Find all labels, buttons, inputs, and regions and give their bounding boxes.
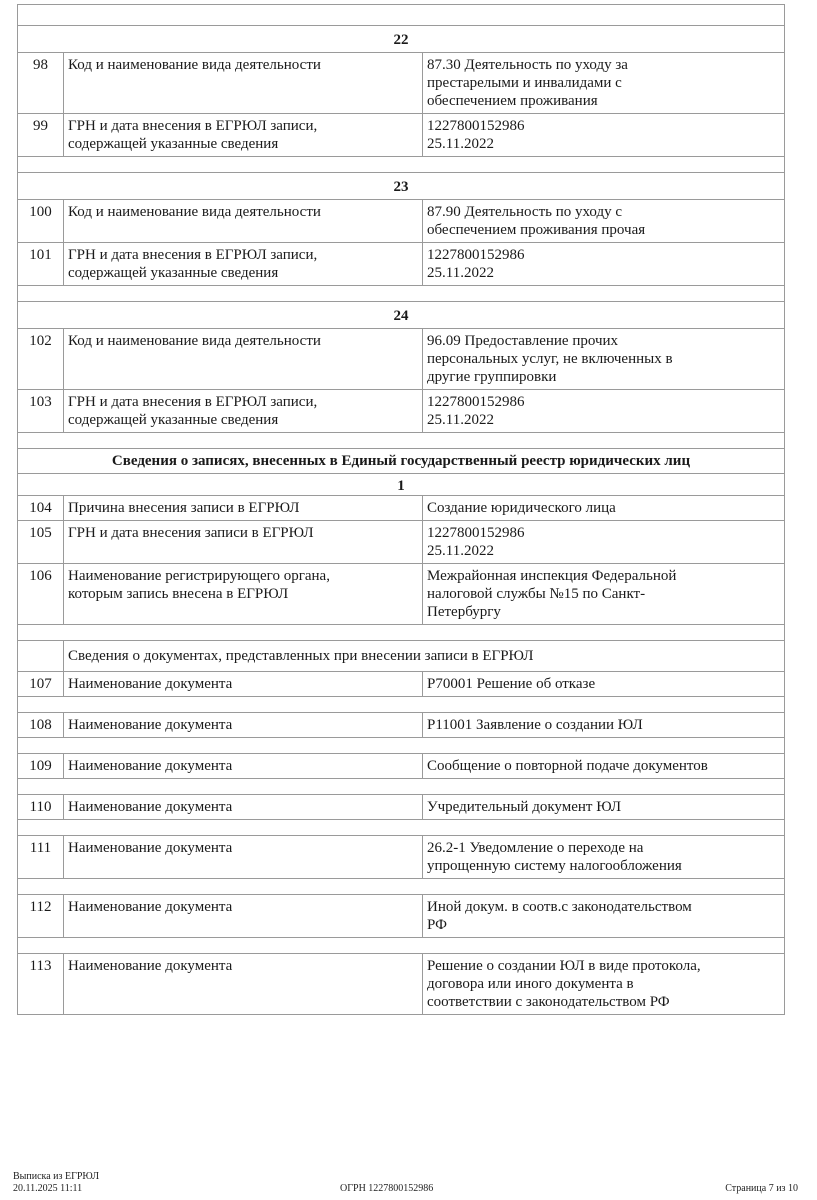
field-value-line: Учредительный документ ЮЛ [427,799,622,815]
field-value [423,895,785,938]
record-number: 1 [18,474,785,496]
footer-page-number: Страница 7 из 10 [725,1183,798,1194]
field-value-line: Сообщение о повторной подаче документов [427,758,708,774]
field-value-line: Межрайонная инспекция Федеральной [427,568,677,584]
field-value-line: 1227800152986 [427,247,525,263]
record-number-row [18,474,785,496]
spacer-row [18,286,785,302]
table-row [18,564,785,625]
section-title: Сведения о записях, внесенных в Единый государственный реестр юридических лиц [18,449,785,474]
spacer-cell [18,286,785,302]
spacer-cell [18,433,785,449]
field-label-line: Код и наименование вида деятельности [68,204,321,220]
field-value [423,795,785,820]
field-label-line: Наименование документа [68,899,233,915]
field-label [64,713,423,738]
row-number: 111 [18,836,64,879]
table-row [18,954,785,1015]
table-row [18,713,785,738]
field-label [64,754,423,779]
spacer-row [18,697,785,713]
field-label [64,53,423,114]
field-label-line: Наименование документа [68,758,233,774]
field-value [423,390,785,433]
field-value-line: обеспечением проживания прочая [427,222,646,238]
table-row [18,672,785,697]
row-number: 104 [18,496,64,521]
top-spacer-row [18,5,785,26]
field-value-line: налоговой службы №15 по Санкт- [427,586,646,602]
group-number-row [18,26,785,53]
field-value-line: 26.2-1 Уведомление о переходе на [427,840,644,856]
field-value-line: 25.11.2022 [427,136,494,152]
row-number: 105 [18,521,64,564]
field-label [64,521,423,564]
field-value-line: престарелыми и инвалидами с [427,75,622,91]
field-value [423,836,785,879]
empty-cell [18,641,64,672]
row-number: 101 [18,243,64,286]
footer-ogrn: ОГРН 1227800152986 [340,1183,434,1194]
field-label-line: содержащей указанные сведения [68,265,279,281]
spacer-row [18,820,785,836]
spacer-row [18,738,785,754]
table-row [18,754,785,779]
register-table [17,4,785,1015]
row-number: 113 [18,954,64,1015]
field-label [64,329,423,390]
spacer-cell [18,938,785,954]
field-label [64,836,423,879]
field-value-line: Р11001 Заявление о создании ЮЛ [427,717,643,733]
field-label-line: Код и наименование вида деятельности [68,333,321,349]
table-row [18,243,785,286]
spacer-row [18,625,785,641]
spacer-cell [18,157,785,173]
documents-heading: Сведения о документах, представленных при внесении записи в ЕГРЮЛ [64,641,785,672]
field-label [64,390,423,433]
row-number: 103 [18,390,64,433]
field-value-line: другие группировки [427,369,557,385]
field-label-line: содержащей указанные сведения [68,136,279,152]
field-label [64,795,423,820]
spacer-row [18,433,785,449]
field-value-line: 1227800152986 [427,394,525,410]
field-value-line: персональных услуг, не включенных в [427,351,673,367]
spacer-cell [18,779,785,795]
field-label-line: Причина внесения записи в ЕГРЮЛ [68,500,300,516]
field-value-line: Петербургу [427,604,501,620]
table-row [18,114,785,157]
field-label [64,895,423,938]
row-number: 99 [18,114,64,157]
field-label [64,200,423,243]
spacer-cell [18,697,785,713]
field-label [64,114,423,157]
field-label-line: Наименование документа [68,958,233,974]
table-row [18,329,785,390]
table-row [18,200,785,243]
field-value-line: 87.90 Деятельность по уходу с [427,204,623,220]
field-label-line: Наименование документа [68,717,233,733]
field-value [423,713,785,738]
field-value-line: 87.30 Деятельность по уходу за [427,57,628,73]
table-row [18,53,785,114]
spacer-row [18,879,785,895]
field-label-line: Наименование регистрирующего органа, [68,568,330,584]
field-label [64,954,423,1015]
field-label-line: Наименование документа [68,840,233,856]
row-number: 106 [18,564,64,625]
field-label-line: Наименование документа [68,799,233,815]
field-value [423,754,785,779]
field-value-line: обеспечением проживания [427,93,598,109]
field-label-line: ГРН и дата внесения в ЕГРЮЛ записи, [68,118,318,134]
field-value-line: 25.11.2022 [427,543,494,559]
field-value [423,672,785,697]
field-value-line: 96.09 Предоставление прочих [427,333,619,349]
field-value [423,53,785,114]
field-value [423,521,785,564]
spacer-cell [18,5,785,26]
row-number: 108 [18,713,64,738]
documents-heading-row [18,641,785,672]
field-value-line: 25.11.2022 [427,265,494,281]
row-number: 100 [18,200,64,243]
table-row [18,895,785,938]
spacer-cell [18,625,785,641]
field-value-line: Иной докум. в соотв.с законодательством [427,899,692,915]
field-value-line: упрощенную систему налогообложения [427,858,682,874]
field-value [423,954,785,1015]
spacer-row [18,779,785,795]
field-value-line: 25.11.2022 [427,412,494,428]
table-row [18,795,785,820]
field-label-line: ГРН и дата внесения в ЕГРЮЛ записи, [68,247,318,263]
field-label-line: ГРН и дата внесения записи в ЕГРЮЛ [68,525,314,541]
group-number: 23 [18,173,785,200]
field-value [423,200,785,243]
section-title-row [18,449,785,474]
row-number: 98 [18,53,64,114]
field-value [423,564,785,625]
row-number: 102 [18,329,64,390]
row-number: 110 [18,795,64,820]
field-value-line: 1227800152986 [427,118,525,134]
field-value-line: соответствии с законодательством РФ [427,994,670,1010]
field-value [423,114,785,157]
register-table-body [18,5,785,1015]
group-number: 24 [18,302,785,329]
field-label [64,496,423,521]
field-value-line: Решение о создании ЮЛ в виде протокола, [427,958,701,974]
field-label-line: которым запись внесена в ЕГРЮЛ [68,586,289,602]
footer-datetime: 20.11.2025 11:11 [13,1183,83,1194]
table-row [18,521,785,564]
field-label-line: ГРН и дата внесения в ЕГРЮЛ записи, [68,394,318,410]
spacer-row [18,157,785,173]
spacer-cell [18,738,785,754]
spacer-cell [18,879,785,895]
group-number: 22 [18,26,785,53]
table-row [18,836,785,879]
field-value [423,496,785,521]
field-value-line: РФ [427,917,447,933]
group-number-row [18,173,785,200]
field-label [64,243,423,286]
field-value [423,243,785,286]
field-label-line: Код и наименование вида деятельности [68,57,321,73]
footer-doc-title: Выписка из ЕГРЮЛ [13,1171,99,1182]
field-label-line: содержащей указанные сведения [68,412,279,428]
row-number: 112 [18,895,64,938]
spacer-row [18,938,785,954]
spacer-cell [18,820,785,836]
field-label [64,564,423,625]
field-value-line: Р70001 Решение об отказе [427,676,596,692]
table-row [18,496,785,521]
field-label-line: Наименование документа [68,676,233,692]
field-value-line: договора или иного документа в [427,976,634,992]
field-value [423,329,785,390]
row-number: 109 [18,754,64,779]
table-row [18,390,785,433]
field-value-line: Создание юридического лица [427,500,616,516]
field-value-line: 1227800152986 [427,525,525,541]
footer-left [13,1171,99,1195]
row-number: 107 [18,672,64,697]
field-label [64,672,423,697]
group-number-row [18,302,785,329]
